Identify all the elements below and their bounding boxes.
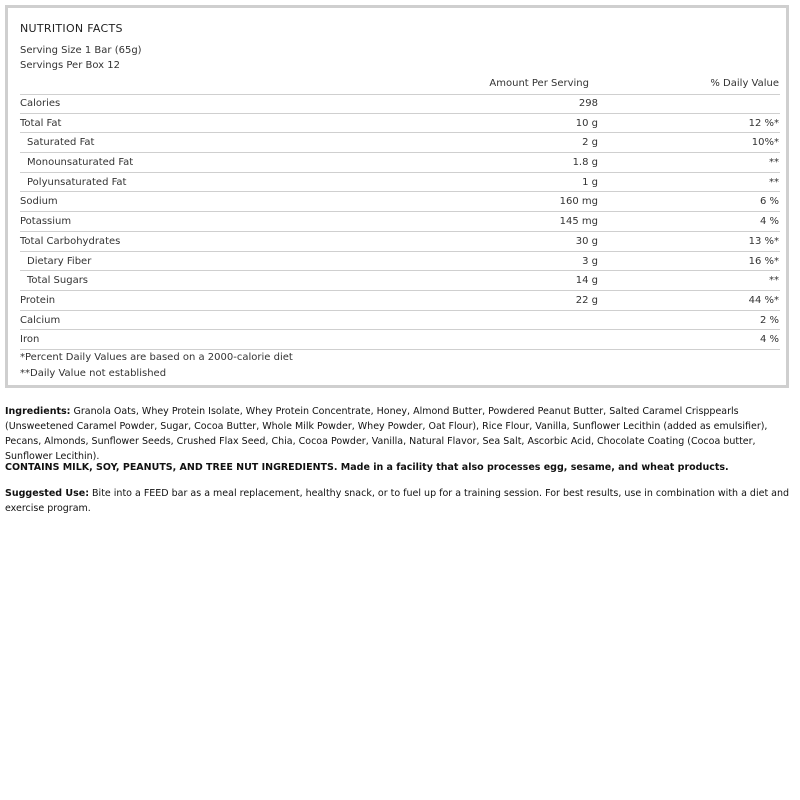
serving-info [20,43,142,73]
nutrient-name: Polyunsaturated Fat [27,176,127,188]
nutrient-amount: 30 g [575,235,598,247]
nutrient-amount: 145 mg [559,216,598,228]
nutrient-amount: 1.8 g [572,157,598,169]
nutrient-daily-value: 13 %* [748,235,779,247]
nutrient-name: Iron [20,334,40,346]
nutrient-name: Protein [20,294,56,306]
nutrient-name: Sodium [20,196,58,208]
nutrient-row-total-carbohydrates [20,232,780,252]
nutrient-daily-value: ** [769,176,779,188]
nutrient-row-calories [20,94,780,114]
ingredients-text: Granola Oats, Whey Protein Isolate, Whey Protein Concentrate, Honey, Almond Butter, Powdered Peanut Butter, Salted Caramel Crisppearls (Unsweetened Caramel Powder, Sugar, Cocoa Butter, Whole Milk Powder, Whey Powder, Oat Flour), Rice Flour, Vanilla, Sunflower Lecithin (added as emulsifier), Pecans, Almonds, Sunflower Seeds, Crushed Flax Seed, Chia, Cocoa Powder, Vanilla, Natural Flavor, Sea Salt, Ascorbic Acid, Chocolate Coating (Cocoa butter, Sunflower Lecithin). [5,406,768,462]
suggested-use-paragraph [5,486,795,516]
ingredients-label: Ingredients: [5,406,71,417]
nutrition-facts-panel [5,5,789,388]
nutrient-amount: 14 g [575,275,598,287]
nutrient-amount: 22 g [575,294,598,306]
nutrient-row-potassium [20,212,780,232]
nutrient-amount: 298 [578,98,598,109]
nutrient-row-sodium [20,192,780,212]
nutrient-row-saturated-fat [20,133,780,153]
amount-per-serving-header: Amount Per Serving [489,78,589,89]
nutrient-name: Total Carbohydrates [20,235,121,247]
nutrient-daily-value: 12 %* [748,117,779,129]
ingredients-paragraph [5,404,795,464]
nutrient-row-total-sugars [20,271,780,291]
nutrient-row-iron [20,330,780,350]
nutrient-name: Potassium [20,216,72,228]
nutrient-row-polyunsaturated-fat [20,173,780,193]
nutrient-daily-value: 2 % [759,314,779,326]
daily-value-header: % Daily Value [710,78,779,89]
daily-value-footnote: *Percent Daily Values are based on a 2000-calorie diet [20,352,293,363]
nutrient-row-dietary-fiber [20,252,780,272]
nutrient-row-protein [20,291,780,311]
nutrient-daily-value: 6 % [759,196,779,208]
nutrient-name: Total Fat [20,117,62,129]
suggested-use-text: Bite into a FEED bar as a meal replacement, healthy snack, or to fuel up for a training session. For best results, use in combination with a diet and exercise program. [5,488,790,514]
suggested-use-label: Suggested Use: [5,488,90,499]
nutrient-daily-value: 10%* [751,137,779,149]
servings-per-box: Servings Per Box 12 [20,60,120,71]
nutrient-daily-value: 4 % [759,334,779,346]
nutrient-daily-value: 4 % [759,216,779,228]
nutrient-row-monounsaturated-fat [20,153,780,173]
nutrient-name: Dietary Fiber [27,255,92,267]
nutrient-amount: 2 g [582,137,598,149]
nutrient-row-total-fat [20,114,780,134]
serving-size: Serving Size 1 Bar (65g) [20,45,142,56]
nutrient-amount: 10 g [575,117,598,129]
nutrient-name: Saturated Fat [27,137,95,149]
nutrient-daily-value: 16 %* [748,255,779,267]
nutrient-amount: 160 mg [559,196,598,208]
nutrient-daily-value: ** [769,157,779,169]
nutrient-amount: 3 g [582,255,598,267]
nutrient-name: Calcium [20,314,61,326]
nutrient-name: Total Sugars [27,275,89,287]
nutrient-name: Calories [20,98,61,109]
nutrient-table [20,94,780,350]
not-established-footnote: **Daily Value not established [20,368,167,379]
nutrient-name: Monounsaturated Fat [27,157,134,169]
nutrient-daily-value: 44 %* [748,294,779,306]
nutrient-amount: 1 g [582,176,598,188]
allergen-statement: CONTAINS MILK, SOY, PEANUTS, AND TREE NUT INGREDIENTS. Made in a facility that also processes egg, sesame, and wheat products. [5,462,729,473]
nutrient-row-calcium [20,311,780,331]
nutrient-daily-value: ** [769,275,779,287]
nutrition-facts-title: NUTRITION FACTS [20,22,123,35]
